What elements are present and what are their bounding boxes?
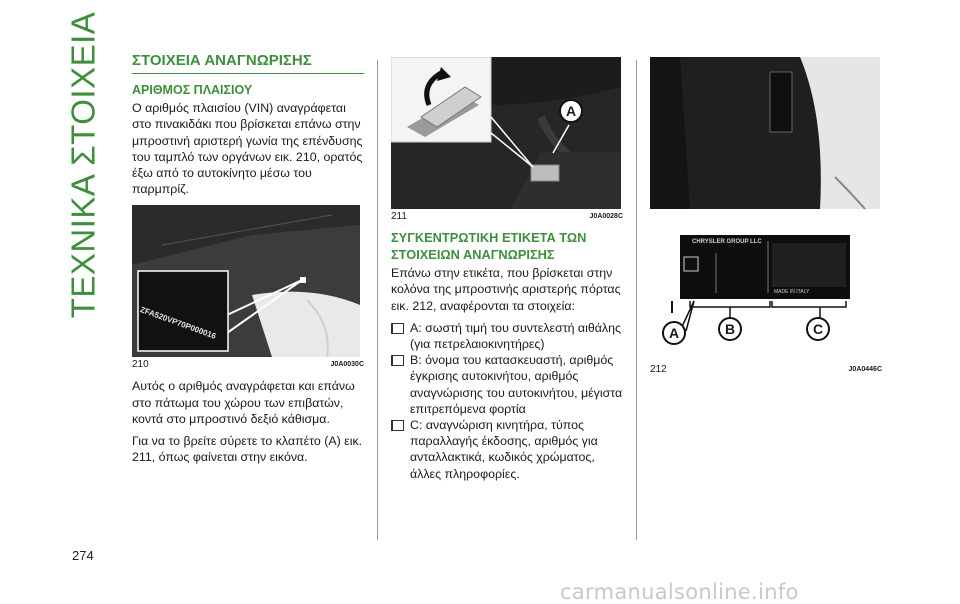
door-pillar-label-illustration [650, 57, 880, 362]
page-number: 274 [72, 548, 94, 563]
figure-number: 212 [650, 364, 667, 375]
list-item-text: B: όνομα του κατασκευαστή, αριθμός έγκρισης αυτοκινήτου, αριθμός αναγνώρισης του αυτοκινήτου, μέγιστα επιτρεπόμενα φορτία [410, 353, 623, 416]
figure-210-caption [132, 359, 364, 370]
callout-a: A [559, 99, 583, 123]
column-divider [636, 60, 637, 540]
callout-a: A [662, 321, 686, 345]
column-divider [377, 60, 378, 540]
vin-para-2: Αυτός ο αριθμός αναγράφεται και επάνω στο πάτωμα του χώρου των επιβατών, κοντά στο μπροστινό δεξιό κάθισμα. [132, 379, 355, 426]
side-title [58, 11, 108, 319]
column-vin [132, 52, 364, 471]
figure-number: 211 [391, 211, 407, 222]
bullet-icon [391, 355, 404, 366]
callout-b: B [718, 317, 742, 341]
list-item [391, 352, 623, 417]
figure-number: 210 [132, 359, 149, 371]
figure-210 [132, 205, 360, 357]
watermark: carmanualsonline.info [560, 580, 799, 604]
list-item [391, 320, 623, 352]
vin-plate-text: ZFA520VP70P000016 [138, 305, 218, 342]
label-intro: Επάνω στην ετικέτα, που βρίσκεται στην κολόνα της μπροστινής αριστερής πόρτας εικ. 212, αναφέρονται τα στοιχεία: [391, 266, 621, 313]
column-floor [391, 57, 623, 482]
figure-code: J0A0446C [848, 366, 882, 373]
column-label-figure [650, 57, 882, 383]
section-title: ΣΤΟΙΧΕΙΑ ΑΝΑΓΝΩΡΙΣΗΣ [132, 52, 364, 74]
figure-211 [391, 57, 621, 209]
windshield-illustration [132, 205, 360, 357]
figure-212-caption [650, 364, 882, 375]
figure-code: J0A0030C [330, 361, 364, 369]
figure-211-caption [391, 211, 623, 222]
callout-c: C [806, 317, 830, 341]
list-item-text: C: αναγνώριση κινητήρα, τύπος παραλλαγής έκδοσης, αριθμός για ανταλλακτικά, κωδικός χρώματος, άλλες πληροφορίες. [410, 418, 598, 481]
list-item-text: A: σωστή τιμή του συντελεστή αιθάλης (για πετρελαιοκινητήρες) [410, 320, 621, 352]
label-title: ΣΥΓΚΕΝΤΡΩΤΙΚΗ ΕΤΙΚΕΤΑ ΤΩΝ ΣΤΟΙΧΕΙΩΝ ΑΝΑΓΝΩΡΙΣΗΣ [391, 230, 587, 262]
label-header-text: CHRYSLER GROUP LLC [692, 239, 762, 245]
figure-212 [650, 57, 880, 362]
side-title-text: ΤΕΧΝΙΚΑ ΣΤΟΙΧΕΙΑ [64, 11, 102, 319]
bullet-icon [391, 323, 404, 334]
vin-intro: Ο αριθμός πλαισίου (VIN) αναγράφεται στο πινακιδάκι που βρίσκεται επάνω στην μπροστινή αριστερή γωνία της επένδυσης του ταμπλό των οργάνων εικ. 210, ορατός έξω από το αυτοκίνητο μέσω του παρμπρίζ. [132, 101, 363, 197]
figure-code: J0A0028C [589, 213, 623, 220]
floor-flap-illustration [391, 57, 621, 209]
bullet-icon [391, 420, 404, 431]
label-footer-text: MADE IN ITALY [774, 289, 810, 295]
vin-para-3: Για να το βρείτε σύρετε το κλαπέτο (A) εικ. 211, όπως φαίνεται στην εικόνα. [132, 434, 363, 465]
vin-title: ΑΡΙΘΜΟΣ ΠΛΑΙΣΙΟΥ [132, 83, 253, 97]
list-item [391, 417, 623, 482]
